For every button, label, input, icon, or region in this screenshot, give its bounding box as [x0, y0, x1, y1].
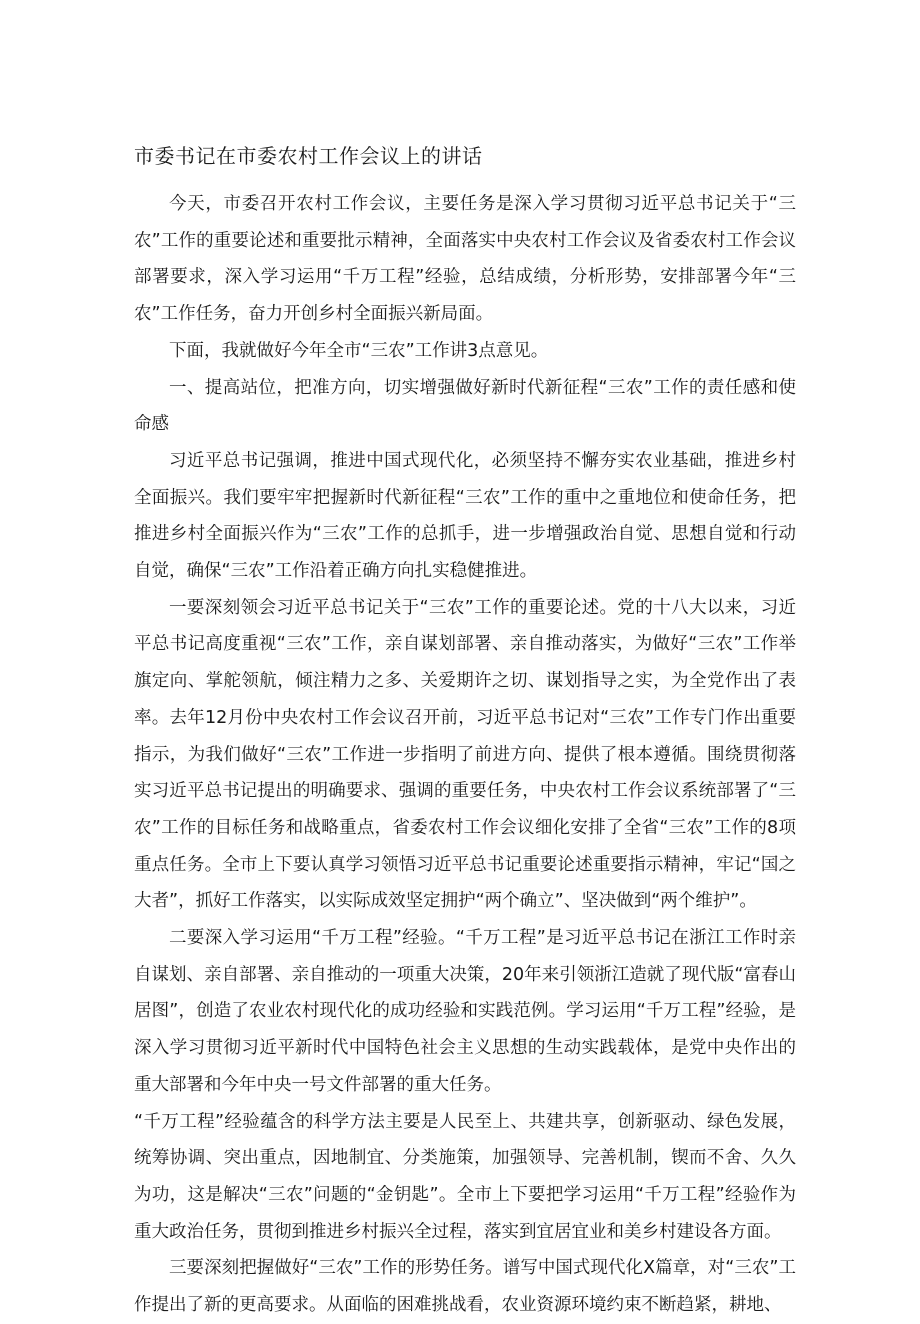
paragraph-opening: 今天，市委召开农村工作会议，主要任务是深入学习贯彻习近平总书记关于“三农”工作的重要论述和重要批示精神，全面落实中央农村工作会议及省委农村工作会议部署要求，深入学习运用“千万工程”经验，总结成绩，分析形势，安排部署今年“三农”工作任务，奋力开创乡村全面振兴新局面。 — [134, 194, 796, 325]
document-body — [134, 186, 796, 1324]
paragraph-point-2-methods: “千万工程”经验蕴含的科学方法主要是人民至上、共建共享，创新驱动、绿色发展，统筹协调、突出重点，因地制宜、分类施策，加强领导、完善机制，锲而不舍、久久为功，这是解决“三农”问题的“金钥匙”。全市上下要把学习运用“千万工程”经验作为重大政治任务，贯彻到推进乡村振兴全过程，落实到宜居宜业和美乡村建设各方面。 — [134, 1111, 796, 1242]
paragraph-point-3: 三要深刻把握做好“三农”工作的形势任务。谱写中国式现代化X篇章，对“三农”工作提出了新的更高要求。从面临的困难挑战看，农业资源环境约束不断趋紧，耕地、 — [134, 1258, 796, 1316]
section-heading-1: 一、提高站位，把准方向，切实增强做好新时代新征程“三农”工作的责任感和使命感 — [134, 377, 796, 435]
paragraph-point-1: 一要深刻领会习近平总书记关于“三农”工作的重要论述。党的十八大以来，习近平总书记高度重视“三农”工作，亲自谋划部署、亲自推动落实，为做好“三农”工作举旗定向、掌舵领航，倾注精力之多、关爱期许之切、谋划指导之实，为全党作出了表率。去年12月份中央农村工作会议召开前，习近平总书记对“三农”工作专门作出重要指示，为我们做好“三农”工作进一步指明了前进方向、提供了根本遵循。围绕贯彻落实习近平总书记提出的明确要求、强调的重要任务，中央农村工作会议系统部署了“三农”工作的目标任务和战略重点，省委农村工作会议细化安排了全省“三农”工作的8项重点任务。全市上下要认真学习领悟习近平总书记重要论述重要指示精神，牢记“国之大者”，抓好工作落实，以实际成效坚定拥护“两个确立”、坚决做到“两个维护”。 — [134, 597, 796, 912]
paragraph-point-2: 二要深入学习运用“千万工程”经验。“千万工程”是习近平总书记在浙江工作时亲自谋划、亲自部署、亲自推动的一项重大决策，20年来引领浙江造就了现代版“富春山居图”，创造了农业农村现代化的成功经验和实践范例。学习运用“千万工程”经验，是深入学习贯彻习近平新时代中国特色社会主义思想的生动实践载体，是党中央作出的重大部署和今年中央一号文件部署的重大任务。 — [134, 928, 796, 1095]
paragraph-outline: 下面，我就做好今年全市“三农”工作讲3点意见。 — [169, 340, 549, 361]
paragraph-section-1-intro: 习近平总书记强调，推进中国式现代化，必须坚持不懈夯实农业基础，推进乡村全面振兴。我们要牢牢把握新时代新征程“三农”工作的重中之重地位和使命任务，把推进乡村全面振兴作为“三农”工作的总抓手，进一步增强政治自觉、思想自觉和行动自觉，确保“三农”工作沿着正确方向扎实稳健推进。 — [134, 450, 796, 582]
document-title: 市委书记在市委农村工作会议上的讲话 — [134, 144, 483, 168]
